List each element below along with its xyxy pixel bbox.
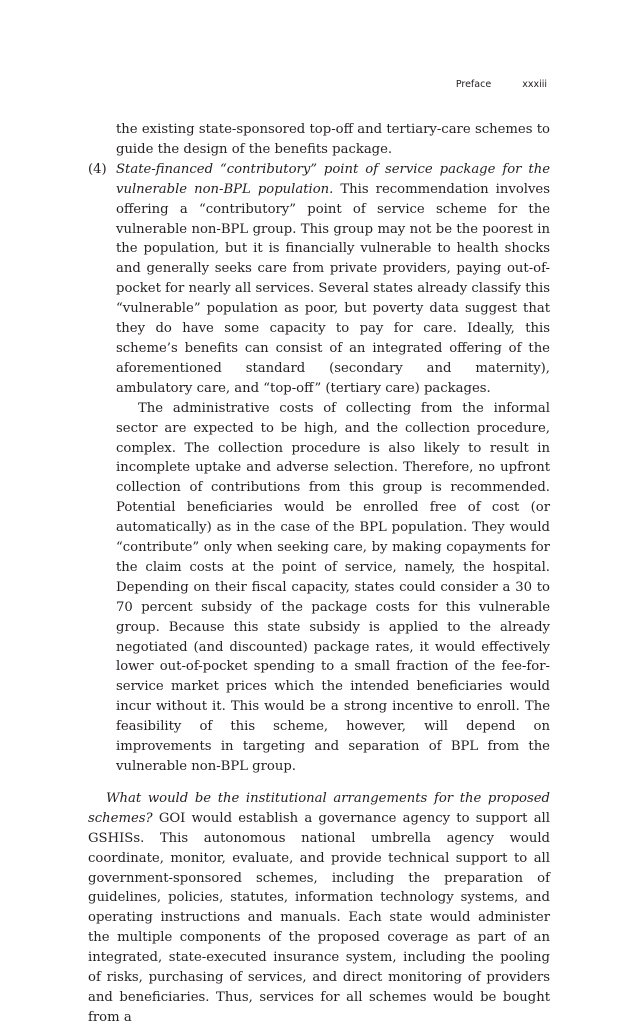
list-item-4 bbox=[88, 160, 550, 777]
list-item-title: State-financed “contributory” point of service package for the vulnerable non-BPL population. bbox=[116, 161, 550, 197]
body-text bbox=[88, 120, 550, 1028]
running-head-title: Preface bbox=[455, 79, 492, 90]
section-text: GOI would establish a governance agency to support all GSHISs. This autonomous national umbrella agency would coordinate, monitor, evaluate, and provide technical support to all government-sponsored schemes, including the preparation of guidelines, policies, statutes, information technology systems, and operating instructions and manuals. Each state would administer the multiple components of the proposed coverage as part of an integrated, state-executed insurance system, including the pooling of risks, purchasing of services, and direct monitoring of providers and beneficiaries. Thus, services for all schemes would be bought from a bbox=[88, 810, 550, 1025]
continuation-paragraph: the existing state-sponsored top-off and tertiary-care schemes to guide the design of the benefits package. bbox=[116, 122, 550, 157]
list-item-text: This recommendation involves offering a “contributory” point of service scheme for the vulnerable non-BPL group. This group may not be the poorest in the population, but it is financially vulnerable to health shocks and generally seeks care from private providers, paying out-of-pocket for nearly all services. Several states already classify this “vulnerable” population as poor, but poverty data suggest that they do have some capacity to pay for care. Ideally, this scheme’s benefits can consist of an integrated offering of the aforementioned standard (secondary and maternity), ambulatory care, and “top-off” (tertiary care) packages. bbox=[116, 181, 551, 396]
section-question: What would be the institutional arrangements for the proposed schemes? bbox=[88, 790, 550, 826]
list-item-number: (4) bbox=[88, 161, 107, 177]
section-paragraph bbox=[88, 789, 550, 1028]
page-number: xxxiii bbox=[522, 79, 547, 90]
list-item-paragraph bbox=[116, 160, 550, 399]
running-head bbox=[456, 79, 547, 90]
list-item-paragraph-2: The administrative costs of collecting from the informal sector are expected to be high, and the collection procedure, complex. The collection procedure is also likely to result in incomplete uptake and adverse selection. Therefore, no upfront collection of contributions from this group is recommended. Potential beneficiaries would be enrolled free of cost (or automatically) as in the case of the BPL population. They would “contribute” only when seeking care, by making copayments for the claim costs at the point of service, namely, the hospital. Depending on their fiscal capacity, states could consider a 30 to 70 percent subsidy of the package costs for this vulnerable group. Because this state subsidy is applied to the already negotiated (and discounted) package rates, it would effectively lower out-of-pocket spending to a small fraction of the fee-for-service market prices which the intended beneficiaries would incur without it. This would be a strong incentive to enroll. The feasibility of this scheme, however, will depend on improvements in targeting and separation of BPL from the vulnerable non-BPL group. bbox=[116, 400, 550, 774]
